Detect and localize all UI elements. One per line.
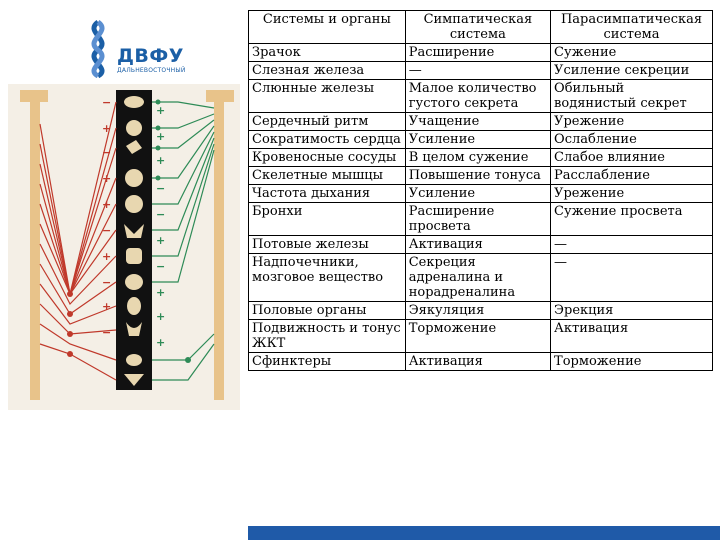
sign-minus: − [102,96,112,109]
dna-logo-icon [78,18,118,78]
table-row [249,62,713,80]
svg-text:+: + [156,104,166,117]
sign-plus: + [102,122,112,135]
cell-sympathetic: Секреция адреналина и норадреналина [405,254,550,302]
table-row [249,80,713,113]
cell-organ: Кровеносные сосуды [249,149,406,167]
cell-sympathetic: Активация [405,236,550,254]
table-row [249,167,713,185]
cell-parasympathetic: Активация [551,320,713,353]
table-row [249,185,713,203]
svg-text:−: − [102,276,112,289]
cell-parasympathetic: Урежение [551,185,713,203]
table-row [249,149,713,167]
svg-text:−: − [156,260,166,273]
svg-text:+: + [156,286,166,299]
cell-sympathetic: Расширение просвета [405,203,550,236]
cell-organ: Сердечный ритм [249,113,406,131]
logo-name: ДВФУ [117,45,184,67]
svg-text:+: + [156,154,166,167]
cell-parasympathetic: Обильный водянистый секрет [551,80,713,113]
cell-organ: Бронхи [249,203,406,236]
comparison-table-wrapper [248,10,718,525]
bottom-accent-bar [248,526,720,540]
cell-sympathetic: Эякуляция [405,302,550,320]
cell-sympathetic: Активация [405,353,550,371]
table-row [249,353,713,371]
nerve-diagram-svg [8,84,240,410]
svg-text:+: + [102,250,112,263]
cell-organ: Потовые железы [249,236,406,254]
table-row [249,113,713,131]
cell-organ: Половые органы [249,302,406,320]
cell-parasympathetic: Усиление секреции [551,62,713,80]
svg-text:+: + [156,310,166,323]
cell-sympathetic: В целом сужение [405,149,550,167]
autonomic-diagram [8,84,240,410]
cell-parasympathetic: Сужение просвета [551,203,713,236]
table-row [249,203,713,236]
cell-sympathetic: Расширение [405,44,550,62]
cell-sympathetic: Торможение [405,320,550,353]
header-sympathetic: Симпатическая система [405,11,550,44]
cell-parasympathetic: Урежение [551,113,713,131]
table-row [249,131,713,149]
svg-text:+: + [102,300,112,313]
svg-text:−: − [102,224,112,237]
svg-text:−: − [102,146,112,159]
cell-organ: Сократимость сердца [249,131,406,149]
spinal-column-left [30,90,40,400]
table-row [249,236,713,254]
table-row [249,44,713,62]
table-header-row [249,11,713,44]
cell-parasympathetic: Сужение [551,44,713,62]
cell-sympathetic: Повышение тонуса [405,167,550,185]
cell-parasympathetic: Слабое влияние [551,149,713,167]
cell-organ: Подвижность и тонус ЖКТ [249,320,406,353]
cell-organ: Надпочечники, мозговое вещество [249,254,406,302]
cell-parasympathetic: Торможение [551,353,713,371]
cell-organ: Скелетные мышцы [249,167,406,185]
cell-parasympathetic: — [551,254,713,302]
svg-text:+: + [156,234,166,247]
cell-sympathetic: — [405,62,550,80]
table-row [249,320,713,353]
spinal-column-right [214,90,224,400]
cell-parasympathetic: Расслабление [551,167,713,185]
cell-organ: Слюнные железы [249,80,406,113]
svg-text:+: + [156,336,166,349]
cell-sympathetic: Усиление [405,185,550,203]
svg-text:−: − [102,326,112,339]
cell-parasympathetic: Эрекция [551,302,713,320]
cell-organ: Частота дыхания [249,185,406,203]
cell-parasympathetic: Ослабление [551,131,713,149]
cell-sympathetic: Усиление [405,131,550,149]
svg-text:−: − [156,208,166,221]
cell-sympathetic: Малое количество густого секрета [405,80,550,113]
cell-organ: Слезная железа [249,62,406,80]
svg-text:+: + [102,198,112,211]
cell-organ: Сфинктеры [249,353,406,371]
cell-organ: Зрачок [249,44,406,62]
svg-text:−: − [156,182,166,195]
header-parasympathetic: Парасимпатическая система [551,11,713,44]
logo-subtitle: ДАЛЬНЕВОСТОЧНЫЙ [117,67,186,74]
header-organs: Системы и органы [249,11,406,44]
svg-text:+: + [156,130,166,143]
svg-text:+: + [102,172,112,185]
table-row [249,302,713,320]
table-row [249,254,713,302]
comparison-table [248,10,713,371]
cell-sympathetic: Учащение [405,113,550,131]
cell-parasympathetic: — [551,236,713,254]
